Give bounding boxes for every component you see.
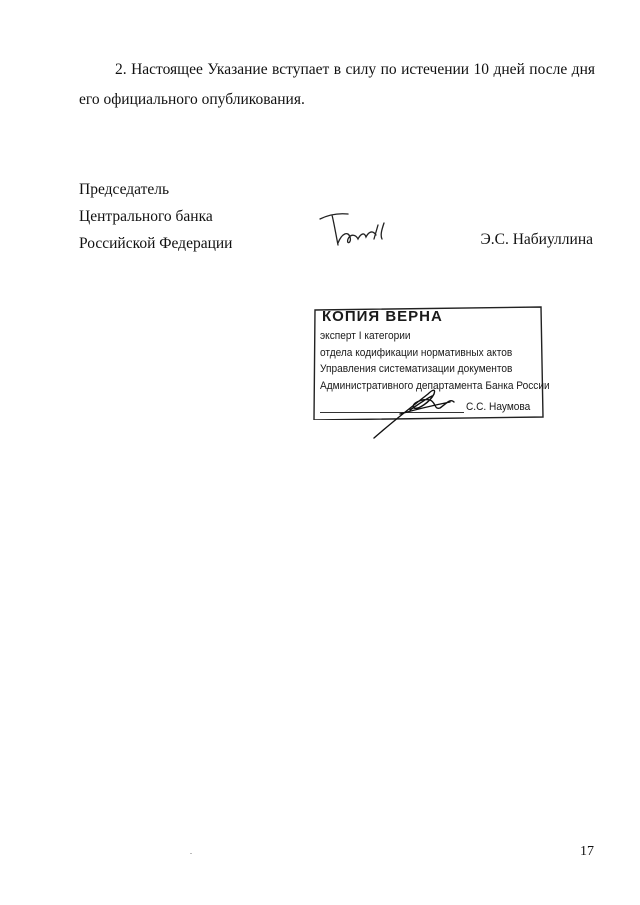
stamp-line: Управления систематизации документов	[320, 363, 513, 375]
paragraph-line-2: его официального опубликования.	[79, 91, 305, 108]
stamp-signer-name: С.С. Наумова	[466, 401, 531, 413]
stamp-handwritten-signature	[370, 380, 470, 442]
page-number: 17	[580, 844, 594, 859]
body-paragraph	[79, 55, 595, 115]
signatory-title-line: Российской Федерации	[79, 235, 233, 252]
paragraph-line-1: 2. Настоящее Указание вступает в силу по истечении 10 дней после дня	[115, 61, 595, 78]
stamp-heading: КОПИЯ ВЕРНА	[322, 308, 443, 325]
scan-speck	[190, 853, 192, 854]
stamp-line: эксперт I категории	[320, 330, 411, 342]
signatory-name: Э.С. Набиуллина	[480, 231, 593, 248]
stamp-line: отдела кодификации нормативных актов	[320, 346, 513, 359]
handwritten-signature	[318, 205, 398, 255]
signatory-title-line: Центрального банка	[79, 208, 213, 225]
stamp-line: Административного департамента Банка России	[320, 379, 550, 392]
signatory-title	[79, 176, 232, 257]
signatory-title-line: Председатель	[79, 181, 170, 198]
